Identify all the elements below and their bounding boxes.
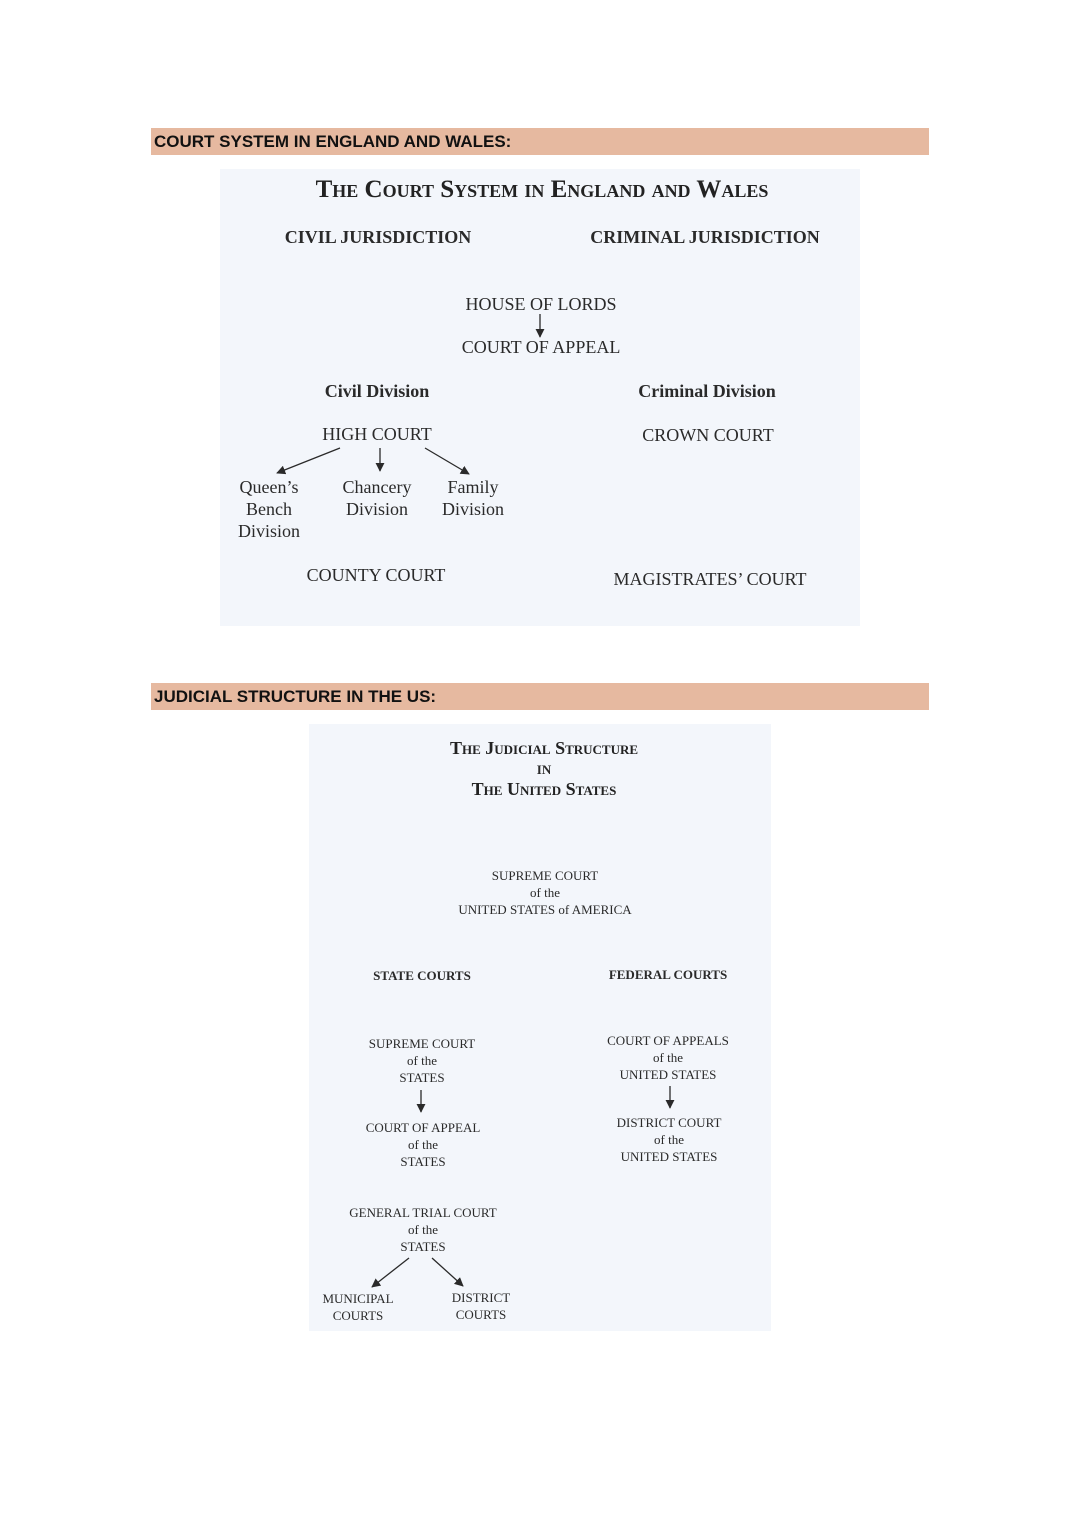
- section-header-us: JUDICIAL STRUCTURE IN THE US:: [151, 683, 929, 710]
- family-line: Family: [447, 477, 499, 497]
- high-court: HIGH COURT: [322, 424, 432, 444]
- state-courts-label: STATE COURTS: [373, 968, 471, 983]
- arrow-high-to-queens: [277, 448, 340, 473]
- fed-appeals-line: COURT OF APPEALS: [607, 1033, 729, 1048]
- supreme-line: of the: [530, 885, 560, 900]
- arrow-trial-to-district: [432, 1258, 463, 1286]
- queens-bench-line: Bench: [246, 499, 292, 519]
- district-courts-line: DISTRICT: [451, 1290, 511, 1305]
- fed-appeals-line: UNITED STATES: [619, 1067, 717, 1082]
- fed-district-line: DISTRICT COURT: [616, 1115, 722, 1130]
- federal-courts-label: FEDERAL COURTS: [608, 967, 728, 982]
- supreme-line: UNITED STATES of AMERICA: [458, 902, 632, 917]
- county-court: COUNTY COURT: [306, 565, 446, 585]
- municipal-line: MUNICIPAL: [322, 1291, 394, 1306]
- state-supreme-line: SUPREME COURT: [368, 1036, 476, 1051]
- crown-court: CROWN COURT: [642, 425, 774, 445]
- state-appeal-line: COURT OF APPEAL: [365, 1120, 481, 1135]
- municipal-line: COURTS: [332, 1308, 384, 1323]
- queens-bench-line: Queen’s: [239, 477, 299, 497]
- arrow-trial-to-municipal: [372, 1258, 409, 1287]
- us-title-line3: The United States: [471, 779, 617, 799]
- civil-division: Civil Division: [324, 381, 430, 401]
- fed-appeals-line: of the: [653, 1050, 683, 1065]
- us-title-line1: The Judicial Structure: [449, 738, 639, 758]
- civil-jurisdiction-label: CIVIL JURISDICTION: [284, 227, 472, 247]
- section-header-uk: COURT SYSTEM IN ENGLAND AND WALES:: [151, 128, 929, 155]
- queens-bench-line: Division: [237, 521, 301, 541]
- criminal-division: Criminal Division: [638, 381, 776, 401]
- state-supreme-line: STATES: [399, 1070, 445, 1085]
- court-of-appeal: COURT OF APPEAL: [461, 337, 621, 357]
- criminal-jurisdiction-label: CRIMINAL JURISDICTION: [590, 227, 820, 247]
- state-supreme-line: of the: [407, 1053, 437, 1068]
- general-trial-line: STATES: [400, 1239, 446, 1254]
- arrow-high-to-family: [425, 448, 469, 474]
- general-trial-line: of the: [408, 1222, 438, 1237]
- house-of-lords: HOUSE OF LORDS: [465, 294, 617, 314]
- fed-district-line: of the: [654, 1132, 684, 1147]
- us-title-line2: IN: [536, 762, 552, 777]
- magistrates-court: MAGISTRATES’ COURT: [613, 569, 807, 589]
- state-appeal-line: STATES: [400, 1154, 446, 1169]
- chancery-line: Chancery: [342, 477, 412, 497]
- general-trial-line: GENERAL TRIAL COURT: [349, 1205, 497, 1220]
- supreme-line: SUPREME COURT: [491, 868, 599, 883]
- state-appeal-line: of the: [408, 1137, 438, 1152]
- district-courts-line: COURTS: [455, 1307, 507, 1322]
- chancery-line: Division: [345, 499, 408, 519]
- family-line: Division: [441, 499, 505, 519]
- fed-district-line: UNITED STATES: [620, 1149, 718, 1164]
- uk-diagram-title: The Court System in England and Wales: [315, 176, 769, 203]
